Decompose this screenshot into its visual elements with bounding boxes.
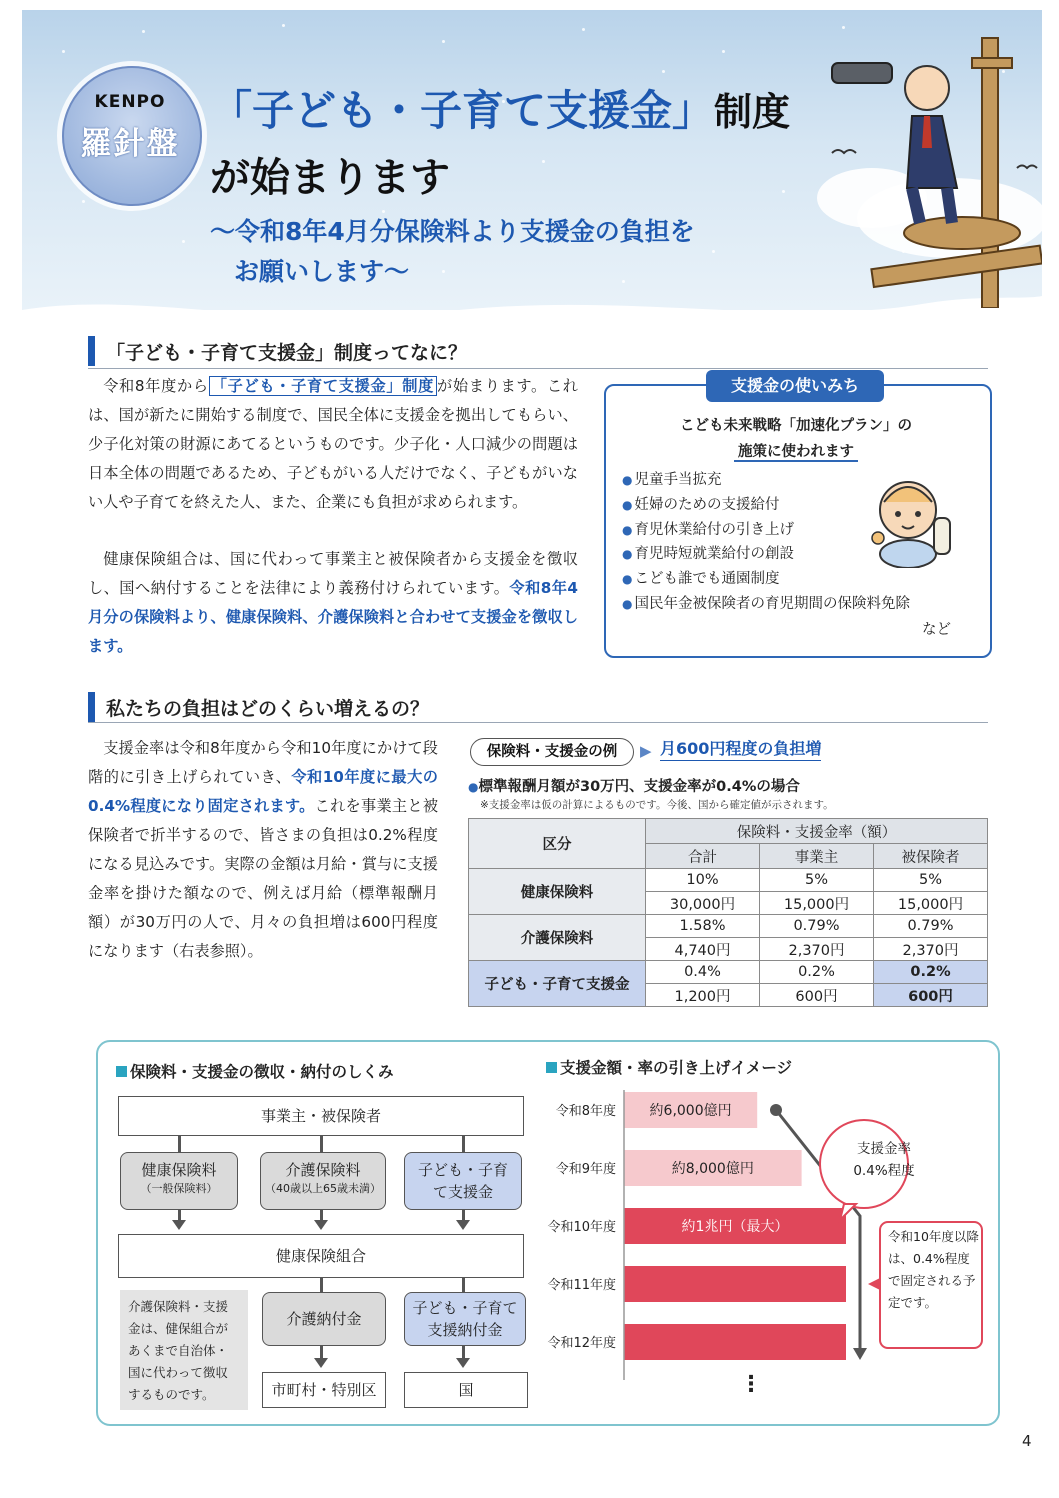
- arrow-down-icon: [172, 1220, 186, 1230]
- snow-dot: [782, 190, 785, 193]
- chart-title-text: 支援金額・率の引き上げイメージ: [560, 1059, 793, 1077]
- uses-intro-line1: こども未来戦略「加速化プラン」の: [680, 418, 912, 434]
- table-cell: 0.4%: [646, 961, 760, 984]
- section1-para1: [88, 372, 578, 517]
- table-cell: 1.58%: [646, 915, 760, 938]
- flow-muni: 市町村・特別区: [262, 1372, 386, 1408]
- section2-bar: [88, 692, 95, 722]
- flow-union: 健康保険組合: [118, 1234, 524, 1278]
- category-label: 令和11年度: [547, 1278, 616, 1293]
- subtitle-line1: ～令和8年4月分保険料より支援金の負担を: [210, 217, 695, 246]
- flow-health-label: 健康保険料: [141, 1161, 217, 1179]
- flow-care: [260, 1152, 386, 1210]
- arrow-stem: [320, 1136, 323, 1152]
- section2-para: [88, 734, 438, 966]
- col-total: 合計: [646, 844, 760, 869]
- table-cell: 4,740円: [646, 938, 760, 961]
- data-label: 約1兆円（最大）: [681, 1219, 789, 1235]
- row-name: 健康保険料: [469, 869, 646, 915]
- row-name: 介護保険料: [469, 915, 646, 961]
- arrow-down-icon: [314, 1358, 328, 1368]
- uses-etc: など: [922, 622, 951, 638]
- category-label: 令和9年度: [555, 1162, 616, 1177]
- col-employer: 事業主: [760, 844, 874, 869]
- table-cell: 1,200円: [646, 984, 760, 1007]
- flow-care-pay: 介護納付金: [262, 1292, 386, 1346]
- flow-kodomo: 子ども・子育て支援金: [404, 1152, 522, 1210]
- title-black: 制度: [714, 90, 791, 134]
- list-item: ● 育児時短就業給付の創設: [622, 542, 910, 567]
- uses-intro-line2-text: 施策に使われます: [734, 444, 858, 462]
- example-label: 保険料・支援金の例: [470, 738, 634, 766]
- table-row: [469, 915, 988, 938]
- section2-heading: 私たちの負担はどのくらい増えるの？: [106, 698, 430, 720]
- page-title: [210, 78, 790, 138]
- table-cell: 15,000円: [760, 892, 874, 915]
- arrow-stem: [462, 1210, 465, 1220]
- table-cell: 30,000円: [646, 892, 760, 915]
- section2-para-blue: 令和10年度に最大の0.4%程度になり固定されます。: [88, 768, 438, 815]
- table-cell: 2,370円: [874, 938, 988, 961]
- table-cell-highlight: 0.2%: [874, 961, 988, 984]
- side-note-text: 令和10年度以降は、0.4%程度で固定される予定です。: [888, 1229, 979, 1310]
- para1-highlight: 「子ども・子育て支援金」制度: [209, 376, 437, 396]
- data-label: 約8,000億円: [671, 1161, 754, 1177]
- table-cell: 0.79%: [874, 915, 988, 938]
- side-note-tail: [868, 1278, 880, 1290]
- section2-rule: [88, 722, 988, 723]
- arrow-down-icon: [853, 1348, 867, 1360]
- category-label: 令和12年度: [547, 1336, 616, 1351]
- table-cell: 0.79%: [760, 915, 874, 938]
- title-blue: 「子ども・子育て支援金」: [210, 86, 715, 135]
- table-cell: 0.2%: [760, 961, 874, 984]
- section1-heading: 「子ども・子育て支援金」制度ってなに？: [106, 342, 468, 364]
- chart-bar: [624, 1266, 846, 1302]
- list-item: ● 国民年金被保険者の育児期間の保険料免除: [622, 592, 910, 617]
- data-label: 約6,000億円: [649, 1103, 732, 1119]
- snow-dot: [62, 50, 65, 53]
- section1-para2: [88, 545, 578, 661]
- snow-dot: [542, 160, 545, 163]
- flow-care-sub: （40歳以上65歳未満）: [265, 1182, 381, 1195]
- para2-pre: 健康保険組合は、国に代わって事業主と被保険者から支援金を徴収し、国へ納付することを法律により義務付けられています。: [88, 550, 578, 597]
- badge-kenpo-label: KENPO: [94, 92, 166, 112]
- arrow-down-icon: [314, 1220, 328, 1230]
- arrow-stem: [320, 1278, 323, 1292]
- page-number: 4: [1022, 1432, 1032, 1450]
- table-cell: 10%: [646, 869, 760, 892]
- example-burden: 月600円程度の負担増: [660, 738, 821, 761]
- snow-dot: [712, 250, 715, 253]
- chart-bar: [624, 1324, 846, 1360]
- section2-para-post: これを事業主と被保険者で折半するので、皆さまの負担は0.2%程度になる見込みです。実際の金額は月給・賞与に支援金率を掛けた額なので、例えば月給（標準報酬月額）が30万円の人で、月々の負担増は600円程度になります（右表参照）。: [88, 797, 439, 960]
- flow-note: 介護保険料・支援金は、健保組合があくまで自治体・国に代わって徴収するものです。: [120, 1290, 248, 1410]
- example-note: ※支援金率は仮の計算によるものです。今後、国から確定値が示されます。: [480, 799, 834, 811]
- para1-post: が始まります。これは、国が新たに開始する制度で、国民全体に支援金を拠出してもらい、少子化対策の財源にあてるというものです。少子化・人口減少の問題は日本全体の問題であるため、子どもがいる人だけでなく、子どもがいない人や子育てを終えた人、また、企業にも負担が求められます。: [88, 377, 578, 511]
- snow-dot: [182, 240, 185, 243]
- table-cell: 5%: [874, 869, 988, 892]
- table-row: [469, 869, 988, 892]
- flow-top: 事業主・被保険者: [118, 1096, 524, 1136]
- flow-country: 国: [404, 1372, 528, 1408]
- arrow-stem: [320, 1346, 323, 1358]
- telescope-man-illustration: [812, 28, 1042, 308]
- flow-heading-text: 保険料・支援金の徴収・納付のしくみ: [130, 1063, 394, 1081]
- arrow-down-icon: [456, 1358, 470, 1368]
- arrow-stem: [320, 1210, 323, 1220]
- category-label: 令和8年度: [555, 1104, 616, 1119]
- list-item: ● 児童手当拡充: [622, 468, 910, 493]
- flow-heading: [116, 1060, 394, 1082]
- col-group: 保険料・支援金率（額）: [646, 819, 988, 844]
- baby-illustration: [864, 472, 960, 568]
- arrow-down-icon: [456, 1220, 470, 1230]
- square-icon: [116, 1066, 127, 1077]
- snow-dot: [722, 50, 725, 53]
- badge-rashin-label: 羅針盤: [80, 126, 180, 162]
- table-header-row: [469, 819, 988, 844]
- arrow-stem: [178, 1210, 181, 1220]
- snow-dot: [442, 40, 445, 43]
- table-cell: 15,000円: [874, 892, 988, 915]
- snow-dot: [142, 30, 145, 33]
- col-category: 区分: [469, 819, 646, 869]
- table-row: [469, 961, 988, 984]
- list-item: ● 妊婦のための支援給付: [622, 493, 910, 518]
- arrow-stem: [462, 1136, 465, 1152]
- page-title-line2: が始まります: [210, 155, 450, 201]
- snow-dot: [582, 28, 585, 31]
- uses-title: 支援金の使いみち: [706, 370, 884, 402]
- arrow-stem: [178, 1136, 181, 1152]
- para2-blue: 令和8年4月分の保険料より、健康保険料、介護保険料と合わせて支援金を徴収します。: [88, 579, 578, 655]
- flow-kodomo-pay: 子ども・子育て支援納付金: [404, 1292, 526, 1346]
- section2-para-pre: 支援金率は令和8年度から令和10年度にかけて段階的に引き上げられていき、: [88, 739, 438, 786]
- table-cell: 5%: [760, 869, 874, 892]
- rate-table: [468, 818, 988, 1007]
- rate-bubble-tail: [840, 1204, 856, 1220]
- table-cell: 600円: [760, 984, 874, 1007]
- row-name: 子ども・子育て支援金: [469, 961, 646, 1007]
- snow-dot: [282, 24, 285, 27]
- col-insured: 被保険者: [874, 844, 988, 869]
- section1-rule: [88, 368, 988, 369]
- list-item: ● 育児休業給付の引き上げ: [622, 518, 910, 543]
- list-item: ● こども誰でも通園制度: [622, 567, 910, 592]
- para1-pre: 令和8年度から: [103, 377, 209, 395]
- example-condition: ● 標準報酬月額が30万円、支援金率が0.4%の場合: [468, 775, 800, 796]
- table-cell-highlight: 600円: [874, 984, 988, 1007]
- subtitle-line2: お願いします～: [234, 257, 410, 286]
- snow-dot: [662, 70, 665, 73]
- uses-intro-line2: [604, 440, 988, 461]
- category-label: 令和10年度: [547, 1220, 616, 1235]
- square-icon: [546, 1062, 557, 1073]
- chart-title: [546, 1056, 792, 1078]
- chevron-right-icon: ▶: [640, 742, 652, 760]
- table-cell: 2,370円: [760, 938, 874, 961]
- snow-dot: [82, 200, 85, 203]
- section1-bar: [88, 336, 95, 366]
- continuation-dots: ⋮: [740, 1372, 762, 1397]
- flow-health-sub: （一般保険料）: [140, 1182, 218, 1195]
- rate-bubble-text: 支援金率0.4%程度: [853, 1141, 915, 1179]
- flow-care-label: 介護保険料: [285, 1161, 361, 1179]
- arrow-stem: [462, 1278, 465, 1292]
- arrow-stem: [462, 1346, 465, 1358]
- flow-health: [120, 1152, 238, 1210]
